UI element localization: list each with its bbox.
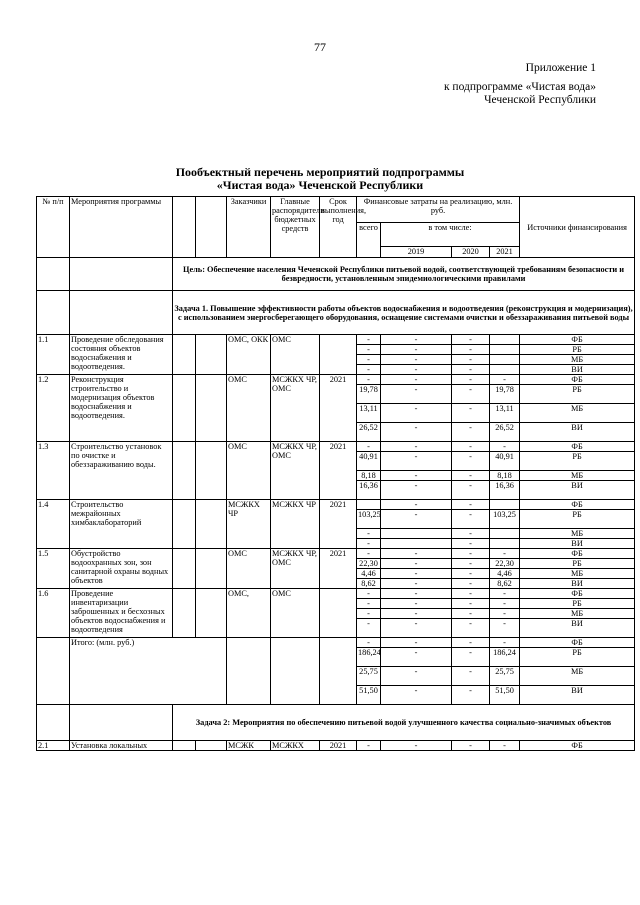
manager-cell: МСЖКХ ЧР, ОМС	[271, 442, 320, 500]
term-cell: 2021	[320, 442, 357, 500]
customer-cell: МСЖКХ ЧР	[227, 500, 271, 549]
row-number: 1.1	[37, 335, 70, 375]
fin-source: ВИ	[520, 423, 635, 442]
fin-2020: -	[452, 579, 490, 589]
itogo-empty-cell	[37, 638, 70, 705]
itogo-empty-cell	[320, 638, 357, 705]
fin-2021	[490, 500, 520, 510]
table-row	[37, 741, 635, 751]
fin-2019: -	[381, 442, 452, 452]
itogo-2020: -	[452, 686, 490, 705]
table-row	[37, 442, 635, 452]
fin-2019: -	[381, 589, 452, 599]
itogo-2020: -	[452, 638, 490, 648]
appendix-block	[444, 62, 596, 107]
fin-total: -	[357, 345, 381, 355]
manager-cell: ОМС	[271, 335, 320, 375]
fin-total: 103,25	[357, 510, 381, 529]
fin-2021: 16,36	[490, 481, 520, 500]
fin-2020: -	[452, 589, 490, 599]
fin-2019	[381, 529, 452, 539]
itogo-2021: 186,24	[490, 648, 520, 667]
title-line-2: «Чистая вода» Чеченской Республики	[216, 178, 424, 192]
row-empty-cell	[173, 442, 196, 500]
row-number: 1.2	[37, 375, 70, 442]
header-measures: Мероприятия программы	[70, 197, 173, 258]
itogo-2021: 51,50	[490, 686, 520, 705]
fin-total: -	[357, 335, 381, 345]
fin-source: ВИ	[520, 619, 635, 638]
fin-total: -	[357, 609, 381, 619]
row-empty-cell	[196, 549, 227, 589]
itogo-2020: -	[452, 667, 490, 686]
fin-total: 13,11	[357, 404, 381, 423]
header-term: Срок выполнения, год	[320, 197, 357, 258]
fin-total: 19,78	[357, 385, 381, 404]
task2-empty-2	[70, 705, 173, 741]
fin-2020: -	[452, 599, 490, 609]
row-number: 1.6	[37, 589, 70, 638]
fin-source: ВИ	[520, 539, 635, 549]
page-number: 77	[314, 40, 326, 54]
task1-empty-2	[70, 291, 173, 335]
itogo-empty-cell	[227, 638, 271, 705]
fin-2019: -	[381, 510, 452, 529]
fin-2020: -	[452, 471, 490, 481]
row-empty-cell	[196, 589, 227, 638]
fin-source: ФБ	[520, 589, 635, 599]
itogo-label: Итого: (млн. руб.)	[70, 638, 227, 705]
fin-source: ФБ	[520, 500, 635, 510]
header-2020: 2020	[452, 247, 490, 258]
fin-2020: -	[452, 559, 490, 569]
measure-name: Строительство межрайонных химбаклабораторий	[70, 500, 173, 549]
fin-total: -	[357, 365, 381, 375]
table-row	[37, 375, 635, 385]
fin-total: -	[357, 589, 381, 599]
fin-2021	[490, 355, 520, 365]
itogo-2019: -	[381, 667, 452, 686]
fin-2021: -	[490, 442, 520, 452]
fin-total: 26,52	[357, 423, 381, 442]
fin-2021: 19,78	[490, 385, 520, 404]
goal-empty-2	[70, 258, 173, 291]
header-sources: Источники финансирования	[520, 197, 635, 258]
header-2019: 2019	[381, 247, 452, 258]
row-empty-cell	[196, 741, 227, 751]
fin-2019	[381, 539, 452, 549]
fin-total: 8,62	[357, 579, 381, 589]
table-row	[37, 335, 635, 345]
header-customers: Заказчики	[227, 197, 271, 258]
fin-2019: -	[381, 559, 452, 569]
fin-2019: -	[381, 375, 452, 385]
fin-2020: -	[452, 452, 490, 471]
task1-empty-1	[37, 291, 70, 335]
table-row	[37, 638, 635, 648]
fin-2019: -	[381, 500, 452, 510]
fin-2020: -	[452, 404, 490, 423]
fin-source: ВИ	[520, 481, 635, 500]
fin-2020: -	[452, 569, 490, 579]
goal-empty-1	[37, 258, 70, 291]
fin-2019: -	[381, 452, 452, 471]
fin-source: МБ	[520, 609, 635, 619]
fin-2020: -	[452, 609, 490, 619]
fin-source: РБ	[520, 452, 635, 471]
term-cell: 2021	[320, 741, 357, 751]
manager-cell: ОМС	[271, 589, 320, 638]
fin-2020: -	[452, 385, 490, 404]
customer-cell: ОМС,	[227, 589, 271, 638]
fin-source: ФБ	[520, 442, 635, 452]
table-row	[37, 589, 635, 599]
fin-total: -	[357, 529, 381, 539]
fin-2021: -	[490, 599, 520, 609]
row-empty-cell	[173, 549, 196, 589]
row-number: 2.1	[37, 741, 70, 751]
row-empty-cell	[196, 375, 227, 442]
fin-2021	[490, 345, 520, 355]
fin-2020: -	[452, 442, 490, 452]
term-cell	[320, 589, 357, 638]
fin-2020: -	[452, 539, 490, 549]
customer-cell: ОМС	[227, 442, 271, 500]
fin-source: МБ	[520, 404, 635, 423]
fin-2020: -	[452, 375, 490, 385]
itogo-total: 186,24	[357, 648, 381, 667]
fin-2021	[490, 539, 520, 549]
itogo-2021: -	[490, 638, 520, 648]
measure-name: Реконструкция строительство и модернизация объектов водоснабжения и водоотведения.	[70, 375, 173, 442]
row-empty-cell	[196, 500, 227, 549]
fin-total: 4,46	[357, 569, 381, 579]
table-row	[37, 549, 635, 559]
itogo-2019: -	[381, 686, 452, 705]
fin-2019: -	[381, 549, 452, 559]
fin-2020: -	[452, 345, 490, 355]
fin-source: ВИ	[520, 579, 635, 589]
fin-2019: -	[381, 404, 452, 423]
fin-2021: -	[490, 609, 520, 619]
customer-cell: ОМС	[227, 549, 271, 589]
header-empty-1	[173, 197, 196, 258]
fin-source: ВИ	[520, 365, 635, 375]
fin-2021: 40,91	[490, 452, 520, 471]
fin-2020: -	[452, 365, 490, 375]
fin-2019: -	[381, 619, 452, 638]
fin-source: МБ	[520, 355, 635, 365]
title-line-1: Пообъектный перечень мероприятий подпрограммы	[175, 165, 465, 179]
fin-total: -	[357, 375, 381, 385]
itogo-source: ВИ	[520, 686, 635, 705]
fin-2019: -	[381, 609, 452, 619]
itogo-2020: -	[452, 648, 490, 667]
fin-source: ФБ	[520, 375, 635, 385]
manager-cell: МСЖКХ ЧР	[271, 500, 320, 549]
fin-2021: 8,18	[490, 471, 520, 481]
fin-2019: -	[381, 741, 452, 751]
fin-source: МБ	[520, 529, 635, 539]
fin-total	[357, 500, 381, 510]
row-empty-cell	[196, 442, 227, 500]
header-incl: в том числе:	[381, 223, 520, 247]
fin-2021: -	[490, 549, 520, 559]
fin-2020: -	[452, 500, 490, 510]
fin-total: 8,18	[357, 471, 381, 481]
fin-2021: 22,30	[490, 559, 520, 569]
fin-2020: -	[452, 510, 490, 529]
fin-2019: -	[381, 365, 452, 375]
fin-source: МБ	[520, 569, 635, 579]
fin-total: -	[357, 599, 381, 609]
itogo-2019: -	[381, 648, 452, 667]
itogo-total: 25,75	[357, 667, 381, 686]
term-cell: 2021	[320, 500, 357, 549]
fin-2021	[490, 529, 520, 539]
fin-total: -	[357, 619, 381, 638]
header-num: № п/п	[37, 197, 70, 258]
itogo-source: МБ	[520, 667, 635, 686]
fin-2020: -	[452, 355, 490, 365]
row-empty-cell	[173, 335, 196, 375]
measure-name: Установка локальных	[70, 741, 173, 751]
task1-text: Задача 1. Повышение эффективности работы объектов водоснабжения и водоотведения (реконструкция и модернизация), с использованием энергосберегающего оборудования, оснащение системами очистки и обеззараживания питьевой воды	[173, 291, 635, 335]
measure-name: Строительство установок по очистке и обеззараживанию воды.	[70, 442, 173, 500]
fin-source: ФБ	[520, 549, 635, 559]
header-costs: Финансовые затраты на реализацию, млн. руб.	[357, 197, 520, 223]
fin-2021	[490, 335, 520, 345]
header-total: всего	[357, 223, 381, 258]
fin-total: 16,36	[357, 481, 381, 500]
fin-2020: -	[452, 335, 490, 345]
fin-2019: -	[381, 345, 452, 355]
fin-source: РБ	[520, 510, 635, 529]
row-empty-cell	[173, 741, 196, 751]
fin-2019: -	[381, 335, 452, 345]
fin-2019: -	[381, 423, 452, 442]
fin-2021: -	[490, 741, 520, 751]
fin-2021: 103,25	[490, 510, 520, 529]
table-row	[37, 500, 635, 510]
header-managers: Главные распорядители бюджетных средств	[271, 197, 320, 258]
manager-cell: МСЖКХ ЧР, ОМС	[271, 375, 320, 442]
itogo-source: ФБ	[520, 638, 635, 648]
fin-source: РБ	[520, 559, 635, 569]
appendix-label: Приложение 1	[525, 62, 596, 74]
fin-source: ФБ	[520, 335, 635, 345]
fin-total: -	[357, 442, 381, 452]
fin-2021: -	[490, 619, 520, 638]
header-empty-2	[196, 197, 227, 258]
itogo-total: 51,50	[357, 686, 381, 705]
itogo-empty-cell	[271, 638, 320, 705]
task2-text: Задача 2: Мероприятия по обеспечению питьевой водой улучшенного качества социально-значимых объектов	[173, 705, 635, 741]
row-empty-cell	[196, 335, 227, 375]
goal-text: Цель: Обеспечение населения Чеченской Республики питьевой водой, соответствующей требованиям безопасности и безвредности, установленным эпидемиологическими правилами	[173, 258, 635, 291]
fin-2019: -	[381, 599, 452, 609]
term-cell: 2021	[320, 375, 357, 442]
fin-2019: -	[381, 471, 452, 481]
measure-name: Проведение инвентаризации заброшенных и бесхозных объектов водоснабжения и водоотведения	[70, 589, 173, 638]
customer-cell: ОМС, ОКК	[227, 335, 271, 375]
itogo-total: -	[357, 638, 381, 648]
appendix-subprogram: к подпрограмме «Чистая вода»	[443, 81, 596, 93]
fin-2021: 4,46	[490, 569, 520, 579]
term-cell	[320, 335, 357, 375]
row-number: 1.3	[37, 442, 70, 500]
fin-total: 40,91	[357, 452, 381, 471]
itogo-2021: 25,75	[490, 667, 520, 686]
row-empty-cell	[173, 500, 196, 549]
fin-source: ФБ	[520, 741, 635, 751]
fin-source: РБ	[520, 599, 635, 609]
row-empty-cell	[173, 375, 196, 442]
fin-2020: -	[452, 619, 490, 638]
row-empty-cell	[173, 589, 196, 638]
customer-cell: ОМС	[227, 375, 271, 442]
fin-2020: -	[452, 741, 490, 751]
document-title	[0, 166, 640, 192]
fin-2020: -	[452, 423, 490, 442]
fin-total: -	[357, 355, 381, 365]
fin-2019: -	[381, 579, 452, 589]
fin-2021: 13,11	[490, 404, 520, 423]
row-number: 1.4	[37, 500, 70, 549]
header-2021: 2021	[490, 247, 520, 258]
row-number: 1.5	[37, 549, 70, 589]
manager-cell: МСЖКХ	[271, 741, 320, 751]
measures-table	[36, 196, 635, 751]
itogo-2019: -	[381, 638, 452, 648]
fin-source: РБ	[520, 345, 635, 355]
fin-2020: -	[452, 529, 490, 539]
task2-empty-1	[37, 705, 70, 741]
itogo-source: РБ	[520, 648, 635, 667]
term-cell: 2021	[320, 549, 357, 589]
fin-2019: -	[381, 481, 452, 500]
fin-2020: -	[452, 481, 490, 500]
fin-2020: -	[452, 549, 490, 559]
fin-2021: 26,52	[490, 423, 520, 442]
measure-name: Проведение обследования состояния объектов водоснабжения и водоотведения.	[70, 335, 173, 375]
fin-source: МБ	[520, 471, 635, 481]
fin-source: РБ	[520, 385, 635, 404]
appendix-region: Чеченской Республики	[484, 94, 596, 106]
customer-cell: МСЖК	[227, 741, 271, 751]
measure-name: Обустройство водоохранных зон, зон санитарной охраны водных объектов	[70, 549, 173, 589]
fin-total: -	[357, 539, 381, 549]
fin-2019: -	[381, 385, 452, 404]
fin-2021	[490, 365, 520, 375]
manager-cell: МСЖКХ ЧР, ОМС	[271, 549, 320, 589]
fin-total: 22,30	[357, 559, 381, 569]
fin-total: -	[357, 741, 381, 751]
fin-2021: 8,62	[490, 579, 520, 589]
fin-2019: -	[381, 355, 452, 365]
fin-total: -	[357, 549, 381, 559]
fin-2019: -	[381, 569, 452, 579]
fin-2021: -	[490, 589, 520, 599]
fin-2021: -	[490, 375, 520, 385]
